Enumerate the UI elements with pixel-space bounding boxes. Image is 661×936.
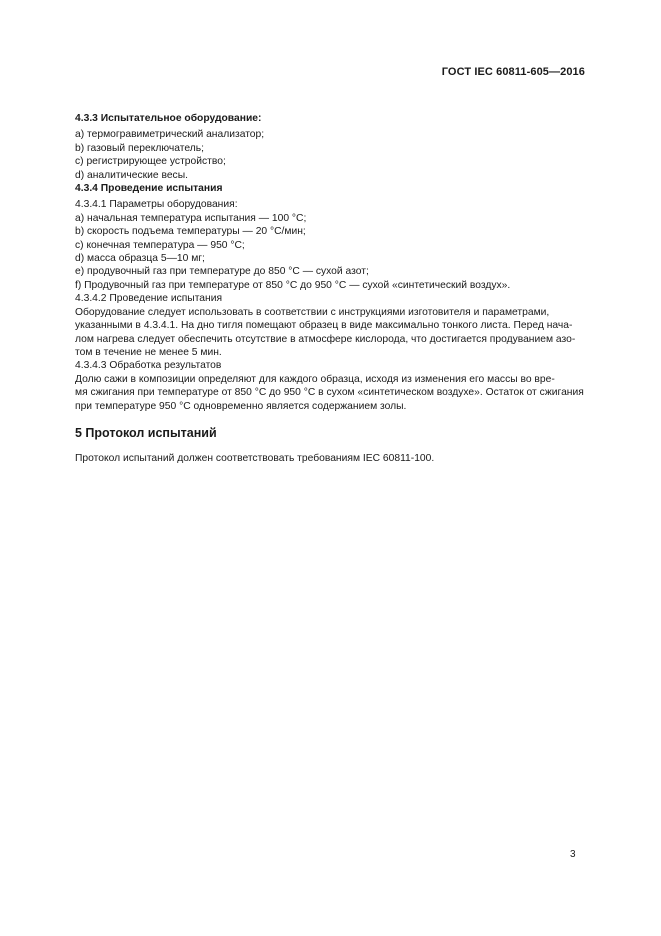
subsection-title-4-3-4-2: 4.3.4.2 Проведение испытания xyxy=(75,293,223,305)
list-item: а) начальная температура испытания — 100 °С; xyxy=(75,212,307,224)
list-item: d) масса образца 5—10 мг; xyxy=(75,253,205,265)
document-body xyxy=(75,112,585,466)
paragraph-line: Оборудование следует использовать в соответствии с инструкциями изготовителя и параметрами, xyxy=(75,306,550,318)
section-title-5: 5 Протокол испытаний xyxy=(75,425,217,440)
section-heading-4-3-3: 4.3.3 Испытательное оборудование: xyxy=(75,113,262,124)
list-item: е) продувочный газ при температуре до 850 °С — сухой азот; xyxy=(75,266,369,278)
paragraph-line: при температуре 950 °С одновременно является содержанием золы. xyxy=(75,400,407,412)
list-item: f) Продувочный газ при температуре от 850 °С до 950 °С — сухой «синтетический воздух». xyxy=(75,279,511,291)
paragraph-line: Долю сажи в композиции определяют для каждого образца, исходя из изменения его массы во вре- xyxy=(75,373,555,385)
subsection-title-4-3-4-3: 4.3.4.3 Обработка результатов xyxy=(75,360,222,372)
list-item: а) термогравиметрический анализатор; xyxy=(75,129,265,141)
document-header: ГОСТ IEC 60811-605—2016 xyxy=(441,66,585,78)
section-heading-4-3-4: 4.3.4 Проведение испытания xyxy=(75,183,223,195)
list-item: b) скорость подъема температуры — 20 °С/мин; xyxy=(75,226,306,238)
list-item: d) аналитические весы. xyxy=(75,169,188,181)
subsection-title-4-3-4-1: 4.3.4.1 Параметры оборудования: xyxy=(75,199,238,211)
list-item: с) регистрирующее устройство; xyxy=(75,156,226,168)
page-number: 3 xyxy=(570,849,576,860)
list-item: b) газовый переключатель; xyxy=(75,142,204,154)
paragraph-line: том в течение не менее 5 мин. xyxy=(75,346,222,358)
paragraph-line: мя сжигания при температуре от 850 °С до 950 °С в сухом «синтетическом воздухе». Остаток от сжигания xyxy=(75,387,584,399)
paragraph-line: лом нагрева следует обеспечить отсутствие в атмосфере кислорода, что достигается продуванием азо- xyxy=(75,333,576,345)
list-item: с) конечная температура — 950 °С; xyxy=(75,239,245,251)
section-5-text: Протокол испытаний должен соответствовать требованиям IEC 60811-100. xyxy=(75,453,435,465)
paragraph-line: указанными в 4.3.4.1. На дно тигля помещают образец в виде максимально тонкого листа. Перед нача- xyxy=(75,320,573,332)
